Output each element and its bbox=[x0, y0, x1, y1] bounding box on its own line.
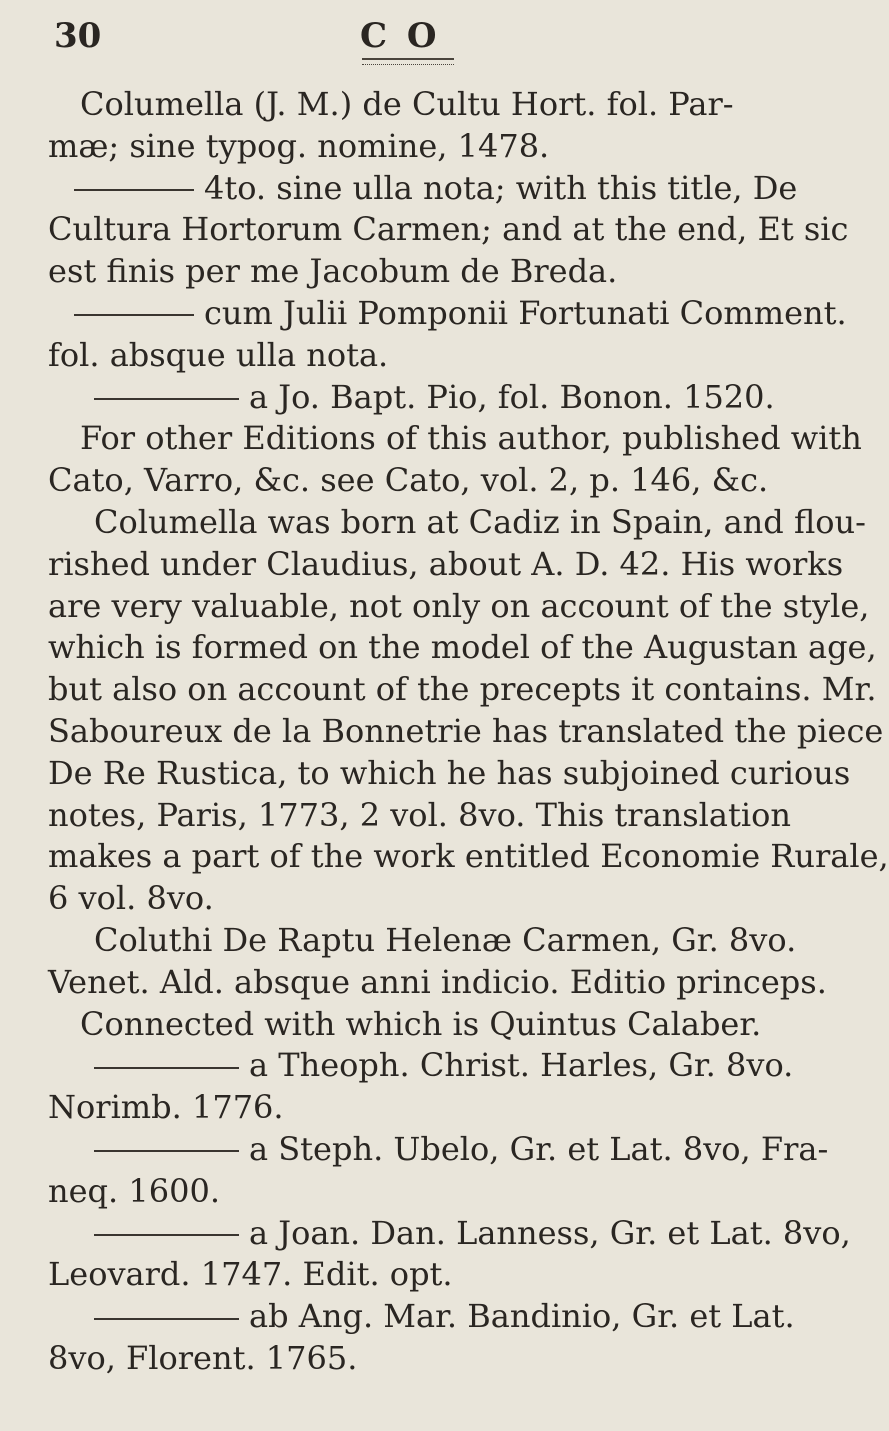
entry-line: Cultura Hortorum Carmen; and at the end, Et sic bbox=[48, 210, 849, 249]
ditto-dash bbox=[74, 314, 194, 316]
ditto-dash bbox=[94, 1150, 239, 1152]
entry-line: cum Julii Pomponii Fortunati Comment. bbox=[48, 293, 768, 335]
header-ornament-rule bbox=[362, 58, 454, 65]
entry-line: For other Editions of this author, published with bbox=[80, 419, 862, 458]
paragraph-line: makes a part of the work entitled Economie Rurale, bbox=[48, 837, 889, 876]
entry-line: mæ; sine typog. nomine, 1478. bbox=[48, 126, 550, 165]
entry-line: 4to. sine ulla nota; with this title, De bbox=[48, 168, 768, 210]
ditto-dash bbox=[74, 189, 194, 191]
entry-line: a Theoph. Christ. Harles, Gr. 8vo. bbox=[48, 1045, 768, 1087]
entry-line: neq. 1600. bbox=[48, 1171, 220, 1210]
entry-line: Venet. Ald. absque anni indicio. Editio princeps. bbox=[48, 962, 827, 1001]
page-header bbox=[0, 14, 800, 74]
entry-line: 8vo, Florent. 1765. bbox=[48, 1338, 358, 1377]
entry-line: Coluthi De Raptu Helenæ Carmen, Gr. 8vo. bbox=[94, 920, 797, 959]
entry-line: Columella (J. M.) de Cultu Hort. fol. Par- bbox=[80, 85, 734, 123]
entry-line: ab Ang. Mar. Bandinio, Gr. et Lat. bbox=[48, 1296, 768, 1338]
entry-line: fol. absque ulla nota. bbox=[48, 335, 389, 374]
ditto-dash bbox=[94, 1318, 239, 1320]
catalogue-text bbox=[48, 84, 889, 1380]
ditto-dash bbox=[94, 1067, 239, 1069]
paragraph-line: are very valuable, not only on account of the style, bbox=[48, 586, 870, 625]
ditto-dash bbox=[94, 398, 239, 400]
paragraph-line: which is formed on the model of the Augustan age, bbox=[48, 628, 877, 667]
entry-line: Connected with which is Quintus Calaber. bbox=[80, 1004, 762, 1043]
ditto-dash bbox=[94, 1234, 239, 1236]
paragraph-line: rished under Claudius, about A. D. 42. His works bbox=[48, 544, 844, 583]
entry-line: a Jo. Bapt. Pio, fol. Bonon. 1520. bbox=[48, 377, 768, 419]
paragraph-line: notes, Paris, 1773, 2 vol. 8vo. This translation bbox=[48, 795, 791, 834]
entry-line: Cato, Varro, &c. see Cato, vol. 2, p. 146, &c. bbox=[48, 461, 769, 500]
page-number: 30 bbox=[54, 16, 102, 56]
entry-line: a Joan. Dan. Lanness, Gr. et Lat. 8vo, bbox=[48, 1213, 768, 1255]
entry-line: a Steph. Ubelo, Gr. et Lat. 8vo, Fra- bbox=[48, 1129, 768, 1171]
paragraph-line: Saboureux de la Bonnetrie has translated the piece bbox=[48, 711, 884, 750]
paragraph-line: De Re Rustica, to which he has subjoined curious bbox=[48, 753, 851, 792]
signature-mark: C O bbox=[360, 16, 441, 56]
entry-line: est finis per me Jacobum de Breda. bbox=[48, 252, 618, 291]
paragraph-line: 6 vol. 8vo. bbox=[48, 879, 214, 918]
entry-line: Leovard. 1747. Edit. opt. bbox=[48, 1255, 453, 1294]
paragraph-line: but also on account of the precepts it contains. Mr. bbox=[48, 670, 877, 709]
entry-line: Norimb. 1776. bbox=[48, 1088, 284, 1127]
paragraph-line: Columella was born at Cadiz in Spain, and flou- bbox=[94, 502, 866, 541]
